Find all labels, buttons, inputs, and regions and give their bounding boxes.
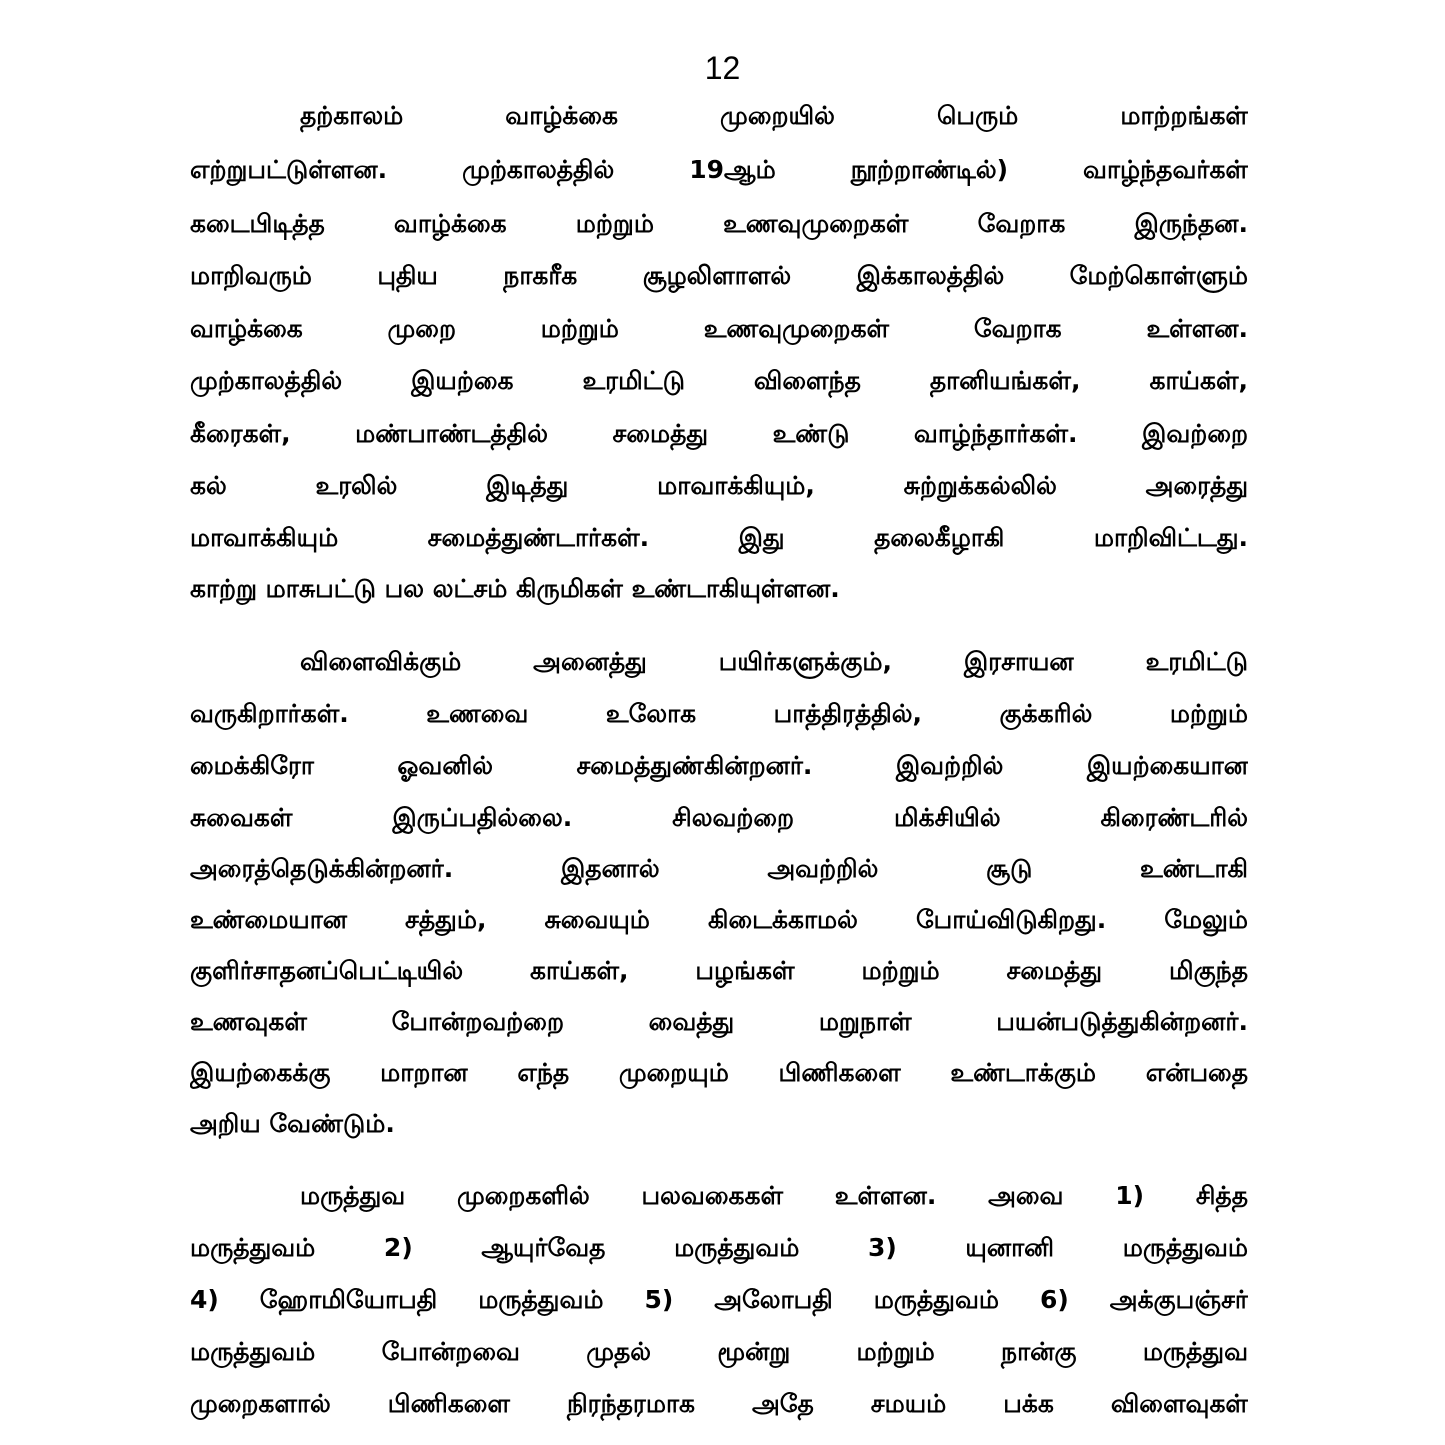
paragraph-1-line-10: காற்று மாசுபட்டு பல லட்சம் கிருமிகள் உண்டாகியுள்ளன.: [190, 574, 840, 603]
paragraph-1-line-2: எற்றுபட்டுள்ளன. முற்காலத்தில் 19ஆம் நூற்றாண்டில்) வாழ்ந்தவர்கள்: [190, 155, 1248, 184]
paragraph-2-line-6: உண்மையான சத்தும், சுவையும் கிடைக்காமல் போய்விடுகிறது. மேலும்: [190, 905, 1248, 934]
paragraph-1-line-9: மாவாக்கியும் சமைத்துண்டார்கள். இது தலைகீழாகி மாறிவிட்டது.: [190, 523, 1248, 552]
paragraph-3-line-3: 4) ஹோமியோபதி மருத்துவம் 5) அலோபதி மருத்துவம் 6) அக்குபஞ்சர்: [190, 1285, 1248, 1314]
paragraph-2-line-4: சுவைகள் இருப்பதில்லை. சிலவற்றை மிக்சியில் கிரைண்டரில்: [190, 803, 1248, 832]
paragraph-1-line-7: கீரைகள், மண்பாண்டத்தில் சமைத்து உண்டு வாழ்ந்தார்கள். இவற்றை: [190, 419, 1248, 448]
paragraph-2-line-10: அறிய வேண்டும்.: [190, 1109, 395, 1138]
paragraph-1-line-4: மாறிவரும் புதிய நாகரீக சூழலிளாளல் இக்காலத்தில் மேற்கொள்ளும்: [190, 261, 1248, 290]
paragraph-1-line-5: வாழ்க்கை முறை மற்றும் உணவுமுறைகள் வேறாக உள்ளன.: [190, 314, 1248, 343]
paragraph-1-line-3: கடைபிடித்த வாழ்க்கை மற்றும் உணவுமுறைகள் வேறாக இருந்தன.: [190, 209, 1248, 238]
paragraph-3-line-5: முறைகளால் பிணிகளை நிரந்தரமாக அதே சமயம் பக்க விளைவுகள்: [190, 1389, 1248, 1418]
paragraph-2-line-8: உணவுகள் போன்றவற்றை வைத்து மறுநாள் பயன்படுத்துகின்றனர்.: [190, 1007, 1248, 1036]
page-number: 12: [704, 50, 741, 86]
paragraph-2-line-5: அரைத்தெடுக்கின்றனர். இதனால் அவற்றில் சூடு உண்டாகி: [190, 854, 1248, 883]
paragraph-1-line-8: கல் உரலில் இடித்து மாவாக்கியும், சுற்றுக்கல்லில் அரைத்து: [190, 471, 1248, 500]
paragraph-2-line-3: மைக்கிரோ ஓவனில் சமைத்துண்கின்றனர். இவற்றில் இயற்கையான: [190, 751, 1248, 780]
paragraph-2-line-2: வருகிறார்கள். உணவை உலோக பாத்திரத்தில், குக்கரில் மற்றும்: [190, 699, 1248, 728]
paragraph-1-line-1: தற்காலம் வாழ்க்கை முறையில் பெரும் மாற்றங்கள்: [300, 101, 1248, 130]
paragraph-2-line-9: இயற்கைக்கு மாறான எந்த முறையும் பிணிகளை உண்டாக்கும் என்பதை: [190, 1058, 1248, 1087]
paragraph-3-line-2: மருத்துவம் 2) ஆயுர்வேத மருத்துவம் 3) யுனானி மருத்துவம்: [190, 1233, 1248, 1262]
paragraph-2-line-7: குளிர்சாதனப்பெட்டியில் காய்கள், பழங்கள் மற்றும் சமைத்து மிகுந்த: [190, 956, 1248, 985]
paragraph-3-line-4: மருத்துவம் போன்றவை முதல் மூன்று மற்றும் நான்கு மருத்துவ: [190, 1337, 1248, 1366]
paragraph-1-line-6: முற்காலத்தில் இயற்கை உரமிட்டு விளைந்த தானியங்கள், காய்கள்,: [190, 366, 1248, 395]
paragraph-3-line-1: மருத்துவ முறைகளில் பலவகைகள் உள்ளன. அவை 1) சித்த: [300, 1181, 1248, 1210]
paragraph-2-line-1: விளைவிக்கும் அனைத்து பயிர்களுக்கும், இரசாயன உரமிட்டு: [300, 647, 1248, 676]
